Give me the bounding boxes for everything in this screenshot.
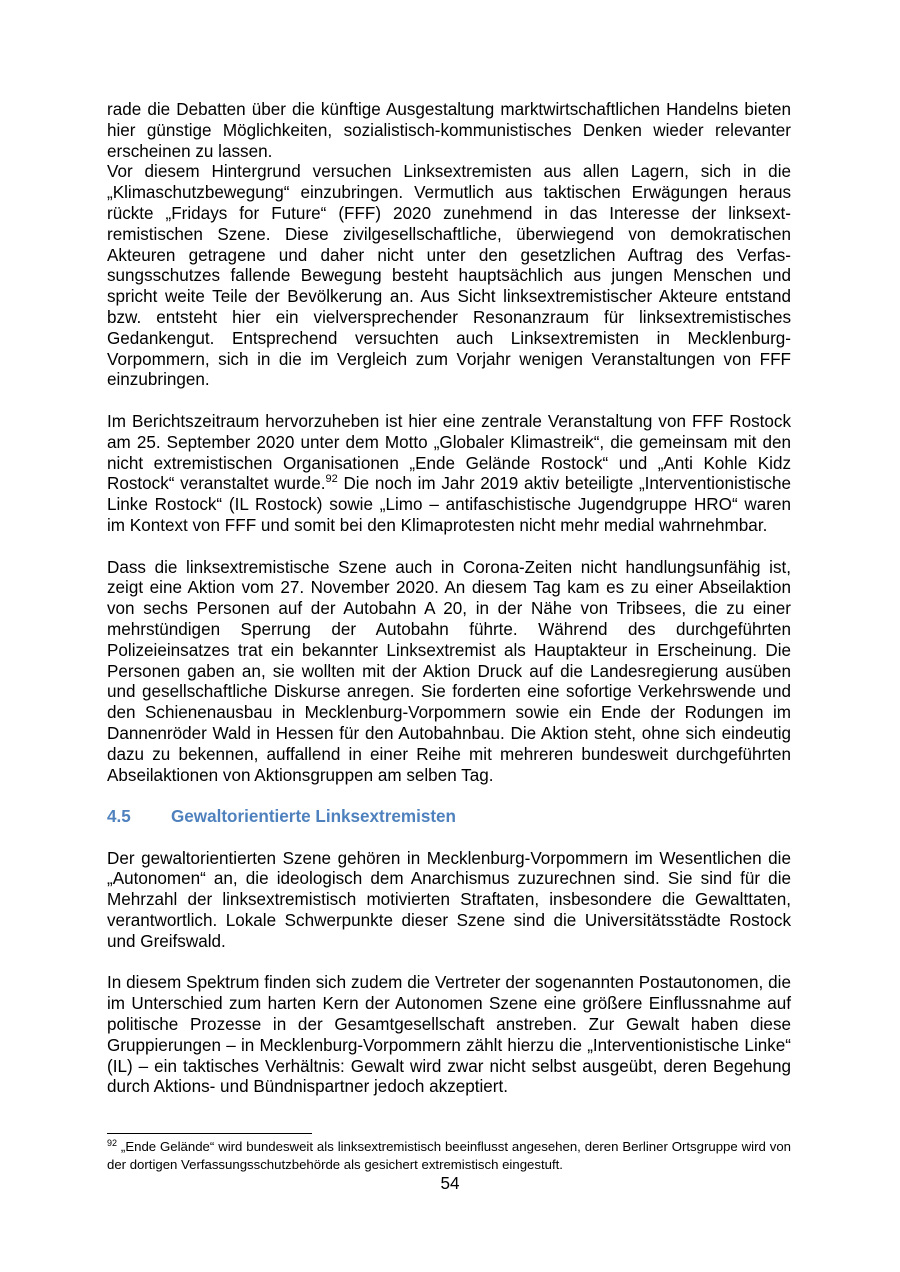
page-body xyxy=(107,100,791,1098)
paragraph-1: rade die Debatten über die künftige Ausgestaltung marktwirtschaftlichen Handelns bieten hier günstige Möglichkeiten, sozialistisch-kommunistisches Denken wieder relevanter erscheinen zu lassen. xyxy=(107,100,791,161)
paragraph-3-part-a: Im Berichtszeitraum hervorzuheben ist hier eine zentrale Veranstaltung von FFF Rostock am 25. September 2020 unter dem Motto „Globaler Klimastreik“, die gemeinsam mit den nicht extremistischen Organisationen „Ende Gelände Rostock“ und „Anti Kohle Kidz Rostock“ veranstaltet wurde. xyxy=(107,411,791,494)
spacer xyxy=(107,953,791,974)
spacer xyxy=(107,537,791,558)
footnote-text: „Ende Gelände“ wird bundesweit als linksextremistisch beeinflusst angesehen, deren Berliner Ortsgruppe wird von der dortigen Verfassungsschutzbehörde als gesichert extremistisch eingestuft. xyxy=(107,1139,791,1172)
paragraph-5: Der gewaltorientierten Szene gehören in Mecklenburg-Vorpommern im Wesentlichen die „Autonomen“ an, die ideologisch dem Anarchismus zuzurechnen sind. Sie sind für die Mehrzahl der linksextremistisch motivierten Straftaten, insbesondere die Gewalttaten, verantwortlich. Lokale Schwerpunkte dieser Szene sind die Universitätsstädte Rostock und Greifswald. xyxy=(107,848,791,951)
section-heading xyxy=(107,807,791,828)
section-number: 4.5 xyxy=(107,807,131,827)
footnote xyxy=(107,1138,791,1173)
footnote-number: 92 xyxy=(107,1138,118,1148)
paragraph-3 xyxy=(107,412,791,537)
paragraph-2: Vor diesem Hintergrund versuchen Linksextremisten aus allen Lagern, sich in die „Klimaschutzbewegung“ einzubringen. Vermutlich aus taktischen Erwägungen heraus rückte „Fridays for Future“ (FFF) 2020 zunehmend in das Interesse der linksextremistischen Szene. Diese zivilgesellschaftliche, überwiegend von demokratischen Akteuren getragene und daher nicht unter den gesetzlichen Auftrag des Verfassungsschutzes fallende Bewegung besteht hauptsächlich aus jungen Menschen und spricht weite Teile der Bevölkerung an. Aus Sicht linksextremistischer Akteure entstand bzw. entsteht hier ein vielversprechender Resonanzraum für linksextremistisches Gedankengut. Entsprechend versuchten auch Linksextremisten in Mecklenburg-Vorpommern, sich in die im Vergleich zum Vorjahr wenigen Veranstaltungen von FFF einzubringen. xyxy=(107,162,791,390)
spacer xyxy=(107,391,791,412)
paragraph-3-part-b: Die noch im Jahr 2019 aktiv beteiligte „Interventionistische Linke Rostock“ (IL Rostock) sowie „Limo – antifaschistische Jugendgruppe HRO“ waren im Kontext von FFF und somit bei den Klimaprotesten nicht mehr medial wahrnehmbar. xyxy=(107,474,791,535)
paragraph-6: In diesem Spektrum finden sich zudem die Vertreter der sogenannten Postautonomen, die im Unterschied zum harten Kern der Autonomen Szene eine größere Einflussnahme auf politische Prozesse in der Gesamtgesellschaft anstreben. Zur Gewalt haben diese Gruppierungen – in Mecklenburg-Vorpommern zählt hierzu die „Interventionistische Linke“ (IL) – ein taktisches Verhältnis: Gewalt wird zwar nicht selbst ausgeübt, deren Begehung durch Aktions- und Bündnispartner jedoch akzeptiert. xyxy=(107,973,791,1097)
spacer xyxy=(107,786,791,807)
page-number: 54 xyxy=(440,1174,460,1193)
footnote-reference: 92 xyxy=(325,473,338,486)
paragraph-4: Dass die linksextremistische Szene auch in Corona-Zeiten nicht handlungsunfähig ist, zeigt eine Aktion vom 27. November 2020. An diesem Tag kam es zu einer Abseilaktion von sechs Personen auf der Autobahn A 20, in der Nähe von Tribsees, die zu einer mehrstündigen Sperrung der Autobahn führte. Während des durchgeführten Polizeieinsatzes trat ein bekannter Linksextremist als Hauptakteur in Erscheinung. Die Personen gaben an, sie wollten mit der Aktion Druck auf die Landesregierung ausüben und gesellschaftliche Diskurse anregen. Sie forderten eine sofortige Verkehrswende und den Schienenausbau in Mecklenburg-Vorpommern sowie ein Ende der Rodungen im Dannenröder Wald in Hessen für den Autobahnbau. Die Aktion steht, ohne sich eindeutig dazu zu bekennen, auffallend in einer Reihe mit mehreren bundesweit durchgeführten Abseilaktionen von Aktionsgruppen am selben Tag. xyxy=(107,557,791,785)
section-title: Gewaltorientierte Linksextremisten xyxy=(171,807,456,827)
spacer xyxy=(107,828,791,849)
footnote-divider xyxy=(107,1133,312,1134)
